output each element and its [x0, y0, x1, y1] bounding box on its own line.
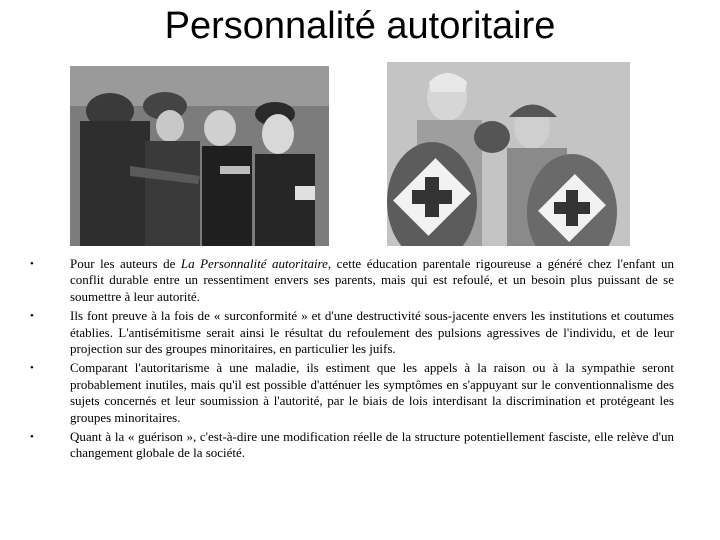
slide-title: Personnalité autoritaire	[164, 5, 556, 47]
book-title: La Personnalité autoritaire	[180, 256, 328, 271]
list-item	[30, 429, 674, 462]
bullet-text: Pour les auteurs de La Personnalité autoritaire, cette éducation parentale rigoureuse a généré chez l'enfant un conflit durable entre un ressentiment envers ses parents, mais qui est refoulé, et un besoin plus puissant de se soumettre à leur autorité.	[70, 256, 674, 304]
bullet-text: Quant à la « guérison », c'est-à-dire une modification réelle de la structure potentiellement fasciste, elle relève d'un changement globale de la société.	[70, 429, 674, 461]
bullet-marker: •	[30, 310, 34, 323]
bullet-list	[30, 256, 674, 465]
photo-young-men-with-shields	[387, 62, 630, 246]
photo-officers-greeting	[70, 66, 329, 246]
list-item	[30, 256, 674, 305]
bullet-text: Comparant l'autoritarisme à une maladie, ils estiment que les appels à la raison ou à la sympathie seront probablement inutiles, mais qu'il est possible d'atténuer les symptômes en s'appuyant sur le conventionnalisme des sujets concernés et leur soumission à l'autorité, par le biais de lois interdisant la discrimination et protégeant les groupes minoritaires.	[70, 360, 674, 425]
bullet-marker: •	[30, 431, 34, 444]
photo-officers-greeting-icon	[70, 66, 329, 246]
bullet-marker: •	[30, 258, 34, 270]
list-item	[30, 308, 674, 357]
photo-young-men-with-shields-icon	[387, 62, 630, 246]
bullet-text: Ils font preuve à la fois de « surconformité » et d'une destructivité sous-jacente envers les institutions et coutumes établies. L'antisémitisme serait ainsi le résultat du refoulement des pulsions agressives de l'individu, et de leur projection sur des groupes minoritaires, en particulier les juifs.	[70, 308, 674, 357]
bullet-marker: •	[30, 362, 34, 375]
list-item	[30, 360, 674, 426]
